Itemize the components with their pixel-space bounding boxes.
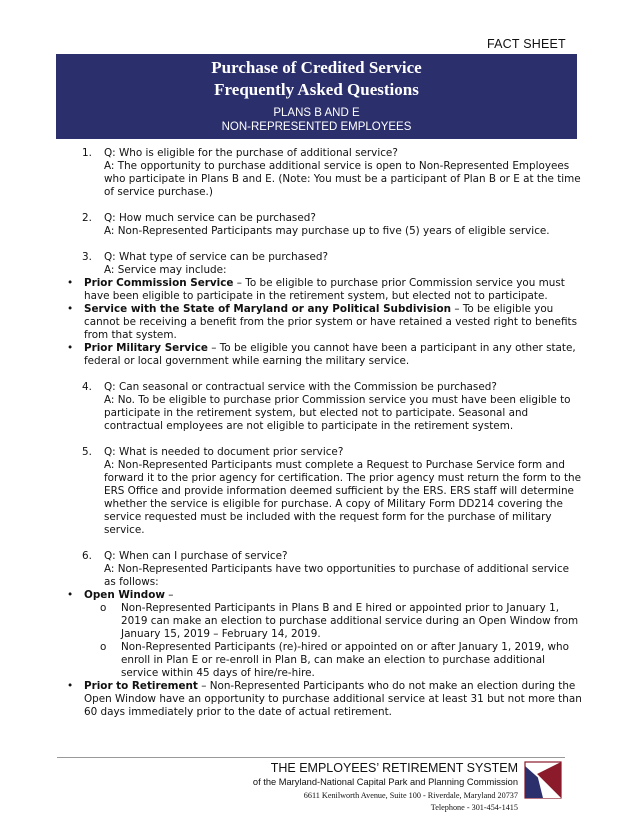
bullet-icon: • bbox=[67, 303, 74, 315]
sub-bullet-text: Non-Represented Participants (re)-hired or appointed on or after January 1, 2019, who enroll in Plan E or re-enroll in Plan B, can make an election to purchase additional service within 45 days of hire/re-hire. bbox=[121, 641, 569, 679]
faq-question: Q: When can I purchase of service? bbox=[104, 550, 288, 562]
bullet-text: – To be eligible to purchase prior Commission service you must have been eligible to participate in the retirement system, but elected not to participate. bbox=[84, 277, 565, 302]
open-window-sublist bbox=[100, 602, 584, 680]
list-item bbox=[67, 342, 584, 368]
sub-bullet-icon: o bbox=[100, 641, 107, 653]
subtitle-line2: NON-REPRESENTED EMPLOYEES bbox=[221, 121, 412, 133]
list-item bbox=[67, 589, 584, 680]
faq-item-4 bbox=[84, 381, 584, 433]
bullet-term: Prior to Retirement bbox=[84, 680, 198, 692]
footer-divider bbox=[57, 757, 565, 758]
subtitle-line1: PLANS B AND E bbox=[273, 107, 360, 119]
bullet-text: – bbox=[164, 589, 174, 601]
faq-number: 2. bbox=[82, 212, 92, 224]
list-item bbox=[67, 680, 584, 719]
list-item bbox=[100, 602, 584, 641]
faq-question: Q: What type of service can be purchased? bbox=[104, 251, 329, 263]
faq-item-6 bbox=[67, 550, 584, 719]
footer-address: 6611 Kenilworth Avenue, Suite 100 - Riverdale, Maryland 20737 bbox=[303, 791, 518, 800]
bullet-text: – Non-Represented Participants who do not make an election during the Open Window have an opportunity to purchase additional service at least 31 but not more than 60 days immediately prior to the date of actual retirement. bbox=[84, 680, 582, 718]
bullet-term: Service with the State of Maryland or any Political Subdivision bbox=[84, 303, 452, 315]
service-type-list bbox=[67, 277, 584, 368]
bullet-text: – To be eligible you cannot have been a participant in any other state, federal or local government while earning the military service. bbox=[84, 342, 576, 367]
sub-bullet-text: Non-Represented Participants in Plans B and E hired or appointed prior to January 1, 2019 can make an election to purchase additional service during an Open Window from January 15, 2019 – February 14, 2019. bbox=[121, 602, 579, 640]
faq-answer: A: Non-Represented Participants may purchase up to five (5) years of eligible service. bbox=[104, 225, 550, 237]
footer-parent-org: of the Maryland-National Capital Park and Planning Commission bbox=[252, 777, 518, 787]
faq-question: Q: What is needed to document prior service? bbox=[104, 446, 344, 458]
bullet-term: Prior Military Service bbox=[84, 342, 208, 354]
faq-number: 3. bbox=[82, 251, 92, 263]
faq-answer: A: Service may include: bbox=[104, 264, 227, 276]
faq-answer: A: The opportunity to purchase additional service is open to Non-Represented Employees who participate in Plans B and E. (Note: You must be a participant of Plan B or E at the time of service purchase.) bbox=[104, 160, 581, 198]
faq-answer: A: No. To be eligible to purchase prior Commission service you must have been eligible to participate in the retirement system, but elected not to participate. Seasonal and contractual employees are not eligible to participate in the retirement system. bbox=[104, 394, 571, 432]
page-title-line1: Purchase of Credited Service bbox=[211, 58, 422, 77]
faq-number: 1. bbox=[82, 147, 92, 159]
list-item bbox=[67, 277, 584, 303]
faq-number: 5. bbox=[82, 446, 92, 458]
faq-item-3 bbox=[67, 251, 584, 368]
list-item bbox=[67, 303, 584, 342]
faq-list bbox=[67, 147, 584, 732]
faq-question: Q: Who is eligible for the purchase of additional service? bbox=[104, 147, 398, 159]
bullet-icon: • bbox=[67, 277, 74, 289]
faq-question: Q: Can seasonal or contractual service with the Commission be purchased? bbox=[104, 381, 497, 393]
purchase-window-list bbox=[67, 589, 584, 719]
sub-bullet-icon: o bbox=[100, 602, 107, 614]
bullet-icon: • bbox=[67, 589, 74, 601]
ers-logo-icon bbox=[523, 760, 563, 800]
bullet-icon: • bbox=[67, 342, 74, 354]
bullet-term: Open Window bbox=[84, 589, 165, 601]
footer-phone: Telephone - 301-454-1415 bbox=[430, 803, 518, 812]
bullet-icon: • bbox=[67, 680, 74, 692]
title-banner bbox=[56, 54, 577, 139]
bullet-term: Prior Commission Service bbox=[84, 277, 234, 289]
faq-number: 4. bbox=[82, 381, 92, 393]
fact-sheet-label: FACT SHEET bbox=[487, 37, 566, 51]
footer-org-name: THE EMPLOYEES’ RETIREMENT SYSTEM bbox=[270, 761, 518, 775]
page-title-line2: Frequently Asked Questions bbox=[214, 80, 419, 99]
bullet-text: – To be eligible you cannot be receiving a benefit from the prior system or have retained a vested right to benefits from that system. bbox=[84, 303, 577, 341]
faq-item-2 bbox=[84, 212, 584, 238]
faq-question: Q: How much service can be purchased? bbox=[104, 212, 316, 224]
faq-answer: A: Non-Represented Participants have two opportunities to purchase of additional service as follows: bbox=[104, 563, 570, 588]
faq-item-1 bbox=[84, 147, 584, 199]
faq-number: 6. bbox=[82, 550, 92, 562]
faq-answer: A: Non-Represented Participants must complete a Request to Purchase Service form and forward it to the prior agency for certification. The prior agency must return the form to the ERS Office and provide information deemed sufficient by the ERS. ERS staff will determine whether the service is eligible for purchase. A copy of Military Form DD214 covering the service requested must be included with the request form for the purchase of military service. bbox=[104, 459, 582, 536]
list-item bbox=[100, 641, 584, 680]
faq-item-5 bbox=[84, 446, 584, 537]
